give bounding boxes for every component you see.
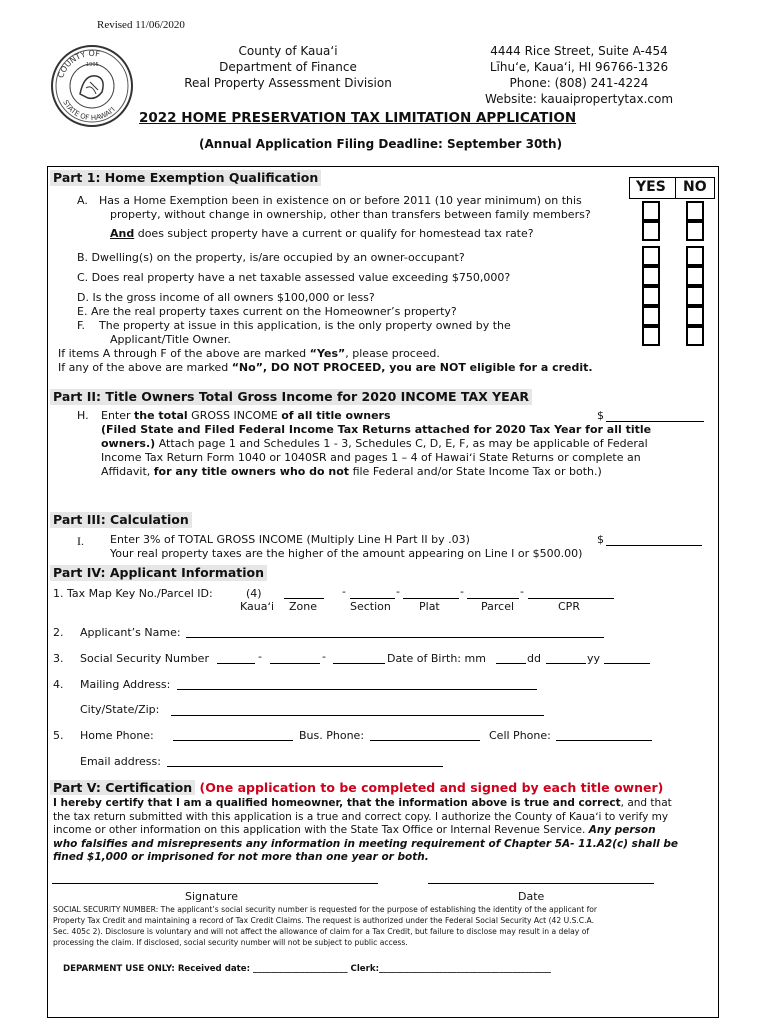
part2-header: Part II: Title Owners Total Gross Income for 2020 INCOME TAX YEAR <box>50 389 532 405</box>
page-title: 2022 HOME PRESERVATION TAX LIMITATION APPLICATION <box>139 110 577 126</box>
mailing-address-field[interactable] <box>177 689 537 690</box>
checkbox-c-yes[interactable] <box>642 266 660 286</box>
ssn-field-1[interactable] <box>217 663 255 664</box>
item-e: E. Are the real property taxes current on the Homeowner’s property? <box>77 305 457 318</box>
email-field[interactable] <box>167 766 443 767</box>
tmk-label: 1. Tax Map Key No./Parcel ID: <box>53 587 213 600</box>
tmk-zone-field[interactable] <box>284 598 324 599</box>
tmk-plat-field[interactable] <box>403 598 459 599</box>
tmk-cpr-label: CPR <box>558 600 580 613</box>
checkbox-e-no[interactable] <box>686 306 704 326</box>
dob-yy-label: yy <box>587 652 601 665</box>
checkbox-c-no[interactable] <box>686 266 704 286</box>
tmk-cpr-field[interactable] <box>528 598 614 599</box>
part5-note: (One application to be completed and signed by each title owner) <box>195 780 664 795</box>
revised-date: Revised 11/06/2020 <box>97 19 185 31</box>
address-line2: Līhuʻe, Kauaʻi, HI 96766-1326 <box>489 60 669 74</box>
checkbox-a-yes[interactable] <box>642 201 660 221</box>
part4-header: Part IV: Applicant Information <box>50 565 267 581</box>
email-label: Email address: <box>80 755 161 768</box>
checkbox-f-yes[interactable] <box>642 326 660 346</box>
applicant-name-field[interactable] <box>186 637 604 638</box>
home-phone-field[interactable] <box>173 740 293 741</box>
county-name: County of Kauaʻi <box>238 44 338 58</box>
page-subtitle: (Annual Application Filing Deadline: September 30th) <box>199 137 563 151</box>
item-5-number: 5. <box>53 729 64 742</box>
bus-phone-label: Bus. Phone: <box>299 729 365 742</box>
website: Website: kauaipropertytax.com <box>484 92 674 106</box>
tmk-section-field[interactable] <box>350 598 395 599</box>
department-use-line: DEPARMENT USE ONLY: Received date: ______________________ Clerk:________________________________________ <box>63 964 551 974</box>
checkbox-b-yes[interactable] <box>642 246 660 266</box>
item-h-line5: Affidavit, for any title owners who do not file Federal and/or State Income Tax or both.) <box>101 465 602 478</box>
tmk-prefix: (4) <box>246 587 262 600</box>
address-line1: 4444 Rice Street, Suite A-454 <box>490 44 668 58</box>
checkbox-a-no[interactable] <box>686 201 704 221</box>
part5-title: Part V: Certification <box>50 780 195 795</box>
item-i-line2: Your real property taxes are the higher of the amount appearing on Line I or $500.00) <box>110 547 583 560</box>
item-i-line1: Enter 3% of TOTAL GROSS INCOME (Multiply Line H Part II by .03) <box>110 533 470 546</box>
item-i-letter: I. <box>77 534 84 548</box>
item-h-line2: (Filed State and Filed Federal Income Tax Returns attached for 2020 Tax Year for all title <box>101 423 652 436</box>
date-label: Date <box>518 890 545 903</box>
calc-dollar: $ <box>597 533 604 546</box>
gross-income-field[interactable] <box>606 421 704 422</box>
item-a-line3-text: does subject property have a current or qualify for homestead tax rate? <box>134 227 534 240</box>
checkbox-b-no[interactable] <box>686 246 704 266</box>
item-a-line3 <box>110 227 534 240</box>
checkbox-f-no[interactable] <box>686 326 704 346</box>
gross-income-dollar: $ <box>597 409 604 422</box>
item-f-line2: Applicant/Title Owner. <box>110 333 231 346</box>
department-name: Department of Finance <box>219 60 357 74</box>
tmk-section-label: Section <box>350 600 391 613</box>
cell-phone-label: Cell Phone: <box>489 729 551 742</box>
item-2-number: 2. <box>53 626 64 639</box>
item-a-line1: Has a Home Exemption been in existence on or before 2011 (10 year minimum) on this <box>99 194 582 207</box>
signature-label: Signature <box>185 890 239 903</box>
ssn-label: Social Security Number <box>80 652 209 665</box>
date-field[interactable] <box>428 883 654 884</box>
checkbox-a2-yes[interactable] <box>642 221 660 241</box>
bus-phone-field[interactable] <box>370 740 480 741</box>
item-h-letter: H. <box>77 409 89 422</box>
tmk-parcel-field[interactable] <box>467 598 519 599</box>
stop-note: If any of the above are marked “No”, DO NOT PROCEED, you are NOT eligible for a credit. <box>58 361 593 374</box>
part1-header: Part 1: Home Exemption Qualification <box>50 170 321 186</box>
signature-field[interactable] <box>52 883 378 884</box>
checkbox-d-yes[interactable] <box>642 286 660 306</box>
dob-day-field[interactable] <box>546 663 586 664</box>
ssn-field-2[interactable] <box>270 663 320 664</box>
dob-year-field[interactable] <box>604 663 650 664</box>
item-a-letter: A. <box>77 194 88 207</box>
city-state-zip-label: City/State/Zip: <box>80 703 160 716</box>
tmk-zone-label: Zone <box>289 600 318 613</box>
ssn-field-3[interactable] <box>333 663 385 664</box>
no-label: NO <box>683 179 707 195</box>
calc-field[interactable] <box>606 545 702 546</box>
home-phone-label: Home Phone: <box>80 729 154 742</box>
mailing-address-label: Mailing Address: <box>80 678 171 691</box>
checkbox-a2-no[interactable] <box>686 221 704 241</box>
yes-label: YES <box>636 179 666 195</box>
checkbox-d-no[interactable] <box>686 286 704 306</box>
item-h-line4: Income Tax Return Form 1040 or 1040SR and pages 1 – 4 of Hawaiʻi State Returns or complete an <box>101 451 641 464</box>
item-h-line1: Enter the total GROSS INCOME of all title owners <box>101 409 391 422</box>
item-f-letter: F. <box>77 319 86 332</box>
item-h-line3: owners.) Attach page 1 and Schedules 1 - 3, Schedules C, D, E, F, as may be applicable of Federal <box>101 437 648 450</box>
item-c: C. Does real property have a net taxable assessed value exceeding $750,000? <box>77 271 511 284</box>
item-f-line1: The property at issue in this application, is the only property owned by the <box>99 319 511 332</box>
item-3-number: 3. <box>53 652 64 665</box>
part3-header: Part III: Calculation <box>50 512 192 528</box>
seal-year: 1905 <box>86 62 99 68</box>
tmk-parcel-label: Parcel <box>481 600 515 613</box>
and-text: And <box>110 227 135 240</box>
tmk-kauai-label: Kauaʻi <box>240 600 275 613</box>
part5-header <box>50 780 663 796</box>
dob-label: Date of Birth: mm <box>387 652 486 665</box>
tmk-plat-label: Plat <box>419 600 440 613</box>
ssn-notice: SOCIAL SECURITY NUMBER: The applicant’s social security number is requested for the purpose of establishing the identity of the applicant for Property Tax Credit and maintaining a record of Tax Credit Claims. The request is authorized under the Federal Social Security Act (42 U.S.C.A. Sec. 405c 2). Disclosure is voluntary and will not affect the allowance of claim for a Tax Credit, but failure to disclose may result in a delay of processing the claim. If disclosed, social security number will not be subject to public access. <box>53 905 598 947</box>
checkbox-e-yes[interactable] <box>642 306 660 326</box>
proceed-note: If items A through F of the above are marked “Yes”, please proceed. <box>58 347 440 360</box>
certification-text: I hereby certify that I am a qualified homeowner, that the information above is true and correct, and that the tax return submitted with this application is a true and correct copy. I authorize the County of Kauaʻi to verify my income or other information on this application with the State Tax Office or Internal Revenue Service. Any person who falsifies and misrepresents any information in meeting requirement of Chapter 5A- 11.A2(c) shall be fined $1,000 or imprisoned for not more than one year or both. <box>53 797 678 863</box>
seal-top-text: COUNTY OF <box>56 48 101 80</box>
header-right <box>474 43 684 107</box>
item-a-line2: property, without change in ownership, other than transfers between family members? <box>110 208 591 221</box>
county-seal-logo <box>50 44 134 128</box>
item-b: B. Dwelling(s) on the property, is/are occupied by an owner-occupant? <box>77 251 465 264</box>
applicant-name-label: Applicant’s Name: <box>80 626 181 639</box>
dob-month-field[interactable] <box>496 663 526 664</box>
header-left <box>180 43 396 91</box>
city-state-zip-field[interactable] <box>171 715 544 716</box>
seal-bottom-text: STATE OF HAWAI'I <box>61 98 117 123</box>
cell-phone-field[interactable] <box>556 740 652 741</box>
dob-dd-label: dd <box>527 652 541 665</box>
phone: Phone: (808) 241-4224 <box>509 76 649 90</box>
item-d: D. Is the gross income of all owners $100,000 or less? <box>77 291 375 304</box>
division-name: Real Property Assessment Division <box>184 76 392 90</box>
item-4-number: 4. <box>53 678 64 691</box>
yes-no-header <box>629 177 715 199</box>
